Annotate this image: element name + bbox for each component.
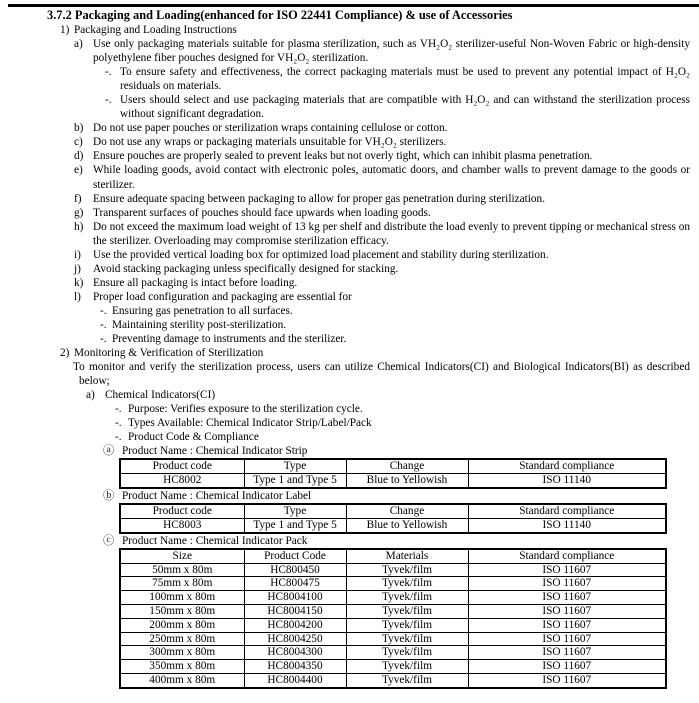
list-label: a) bbox=[86, 389, 95, 402]
list-item-j bbox=[74, 262, 690, 276]
table-caption-strip bbox=[103, 444, 690, 458]
list-item-a bbox=[74, 37, 690, 65]
column-header: Change bbox=[346, 504, 468, 518]
column-header: Standard compliance bbox=[468, 459, 666, 473]
caption-text: Product Name : Chemical Indicator Strip bbox=[122, 445, 308, 458]
circled-letter-a: ⓐ bbox=[103, 445, 115, 458]
list-item-text: Chemical Indicators(CI) bbox=[105, 389, 216, 402]
list-item-b bbox=[74, 121, 690, 135]
list-item-h bbox=[74, 220, 690, 248]
list-label: g) bbox=[74, 206, 84, 219]
table-cell: ISO 11607 bbox=[468, 604, 666, 618]
table-cell: 75mm x 80m bbox=[120, 577, 244, 591]
subitem-text: Maintaining sterility post-sterilization. bbox=[112, 318, 287, 331]
list-item-e bbox=[74, 163, 690, 191]
table-cell: 50mm x 80m bbox=[120, 563, 244, 577]
table-row bbox=[120, 474, 666, 488]
dash-bullet: -. bbox=[115, 403, 122, 416]
table-row bbox=[120, 660, 666, 674]
subsection-2-heading bbox=[60, 346, 690, 360]
list-label: i) bbox=[74, 248, 81, 261]
table-cell: Tyvek/film bbox=[346, 604, 468, 618]
list-label: f) bbox=[74, 192, 82, 205]
list-item-text: Use the provided vertical loading box for optimized load placement and stability during sterilization. bbox=[93, 248, 549, 261]
column-header: Type bbox=[244, 459, 346, 473]
table-cell: Type 1 and Type 5 bbox=[244, 474, 346, 488]
list-subitem bbox=[115, 430, 690, 444]
list-item-text: Ensure adequate spacing between packaging to allow for proper gas penetration during sterilization. bbox=[93, 192, 546, 205]
table-cell: ISO 11607 bbox=[468, 660, 666, 674]
dash-bullet: -. bbox=[115, 417, 122, 430]
column-header: Type bbox=[244, 504, 346, 518]
table-row bbox=[120, 591, 666, 605]
table-cell: 100mm x 80m bbox=[120, 591, 244, 605]
table-cell: ISO 11607 bbox=[468, 618, 666, 632]
dash-bullet: -. bbox=[115, 431, 122, 444]
list-item-g bbox=[74, 206, 690, 220]
table-cell: ISO 11607 bbox=[468, 632, 666, 646]
list-item-k bbox=[74, 276, 690, 290]
column-header: Size bbox=[120, 549, 244, 563]
table-cell: Tyvek/film bbox=[346, 660, 468, 674]
table-cell: 250mm x 80m bbox=[120, 632, 244, 646]
column-header: Standard compliance bbox=[468, 549, 666, 563]
table-header-row bbox=[120, 549, 666, 563]
list-label: b) bbox=[74, 122, 84, 135]
table-cell: 300mm x 80m bbox=[120, 646, 244, 660]
subitem-text: Types Available: Chemical Indicator Strip/Label/Pack bbox=[128, 417, 372, 430]
list-subitem bbox=[115, 416, 690, 430]
list-label: j) bbox=[74, 262, 81, 275]
table-row bbox=[120, 632, 666, 646]
list-item-text: Transparent surfaces of pouches should face upwards when loading goods. bbox=[93, 206, 431, 219]
table-cell: 400mm x 80m bbox=[120, 673, 244, 687]
table-row bbox=[120, 518, 666, 532]
subitem-text: Purpose: Verifies exposure to the sterilization cycle. bbox=[128, 403, 363, 416]
table-row bbox=[120, 563, 666, 577]
list-label: a) bbox=[74, 38, 83, 51]
column-header: Change bbox=[346, 459, 468, 473]
table-cell: 150mm x 80m bbox=[120, 604, 244, 618]
circled-letter-c: ⓒ bbox=[103, 534, 115, 547]
column-header: Product Code bbox=[244, 549, 346, 563]
column-header: Product code bbox=[120, 504, 244, 518]
table-header-row bbox=[120, 504, 666, 518]
list-label: k) bbox=[74, 276, 84, 289]
table-cell: ISO 11140 bbox=[468, 518, 666, 532]
list-item-text: Use only packaging materials suitable for plasma sterilization, such as VH₂O₂ sterilizer-useful Non-Woven Fabric or high-density polyethylene fiber pouches designed for VH₂O₂ sterilization. bbox=[93, 38, 690, 65]
table-cell: Tyvek/film bbox=[346, 591, 468, 605]
table-cell: ISO 11607 bbox=[468, 591, 666, 605]
list-item-text: Proper load configuration and packaging are essential for bbox=[93, 290, 352, 303]
table-cell: Blue to Yellowish bbox=[346, 474, 468, 488]
list-item-text: Avoid stacking packaging unless specifically designed for stacking. bbox=[93, 262, 399, 275]
table-caption-pack bbox=[103, 534, 690, 548]
dash-bullet: -. bbox=[100, 318, 107, 331]
list-item-l bbox=[74, 290, 690, 304]
list-item-text: While loading goods, avoid contact with electronic poles, automatic doors, and chamber walls to prevent damage to the goods or sterilizer. bbox=[93, 164, 690, 191]
column-header: Standard compliance bbox=[468, 504, 666, 518]
list-label: h) bbox=[74, 220, 84, 233]
table-cell: HC8004250 bbox=[244, 632, 346, 646]
list-item-i bbox=[74, 248, 690, 262]
list-item-text: Do not use paper pouches or sterilization wraps containing cellulose or cotton. bbox=[93, 122, 448, 135]
subsection-2-intro: To monitor and verify the sterilization process, users can utilize Chemical Indicators(CI) and Biological Indicators(BI) as described below; bbox=[73, 361, 690, 388]
table-cell: ISO 11140 bbox=[468, 474, 666, 488]
list-label: d) bbox=[74, 150, 84, 163]
page-top-rule bbox=[8, 4, 699, 7]
table-cell: Tyvek/film bbox=[346, 632, 468, 646]
list-item-c bbox=[74, 135, 690, 149]
table-cell: HC8004100 bbox=[244, 591, 346, 605]
table-cell: Tyvek/film bbox=[346, 577, 468, 591]
list-subitem bbox=[105, 93, 690, 121]
dash-bullet: -. bbox=[100, 304, 107, 317]
table-cell: HC800475 bbox=[244, 577, 346, 591]
table-cell: ISO 11607 bbox=[468, 577, 666, 591]
table-cell: HC8004400 bbox=[244, 673, 346, 687]
heading-text: Packaging and Loading Instructions bbox=[74, 24, 237, 36]
list-item-text: Do not exceed the maximum load weight of 13 kg per shelf and distribute the load evenly to prevent tipping or mechanical stress on the sterilizer. Overloading may compromise sterilization efficacy. bbox=[93, 220, 691, 247]
table-cell: ISO 11607 bbox=[468, 673, 666, 687]
chemical-indicator-strip-table bbox=[119, 458, 667, 489]
table-cell: Tyvek/film bbox=[346, 673, 468, 687]
subsection-1-heading bbox=[60, 23, 690, 37]
list-item-text: Ensure all packaging is intact before loading. bbox=[93, 276, 298, 289]
table-cell: 200mm x 80m bbox=[120, 618, 244, 632]
table-cell: Tyvek/film bbox=[346, 563, 468, 577]
dash-bullet: -. bbox=[105, 94, 112, 107]
list-label: c) bbox=[74, 136, 83, 149]
column-header: Product code bbox=[120, 459, 244, 473]
list-subitem bbox=[100, 318, 690, 332]
table-row bbox=[120, 646, 666, 660]
table-cell: 350mm x 80m bbox=[120, 660, 244, 674]
table-cell: ISO 11607 bbox=[468, 646, 666, 660]
list-item-text: Ensure pouches are properly sealed to prevent leaks but not overly tight, which can inhibit plasma penetration. bbox=[93, 150, 593, 163]
table-row bbox=[120, 604, 666, 618]
caption-text: Product Name : Chemical Indicator Pack bbox=[122, 534, 308, 547]
subitem-text: To ensure safety and effectiveness, the correct packaging materials must be used to prevent any potential impact of H₂O₂ residuals on materials. bbox=[120, 66, 690, 93]
column-header: Materials bbox=[346, 549, 468, 563]
subitem-text: Preventing damage to instruments and the sterilizer. bbox=[112, 333, 347, 346]
subitem-text: Product Code & Compliance bbox=[128, 431, 259, 444]
chemical-indicators-item bbox=[86, 388, 690, 402]
table-row bbox=[120, 673, 666, 687]
table-caption-label bbox=[103, 489, 690, 503]
table-cell: HC800450 bbox=[244, 563, 346, 577]
table-cell: Type 1 and Type 5 bbox=[244, 518, 346, 532]
subitem-text: Ensuring gas penetration to all surfaces. bbox=[112, 304, 293, 317]
list-item-d bbox=[74, 149, 690, 163]
list-subitem bbox=[105, 65, 690, 93]
table-header-row bbox=[120, 459, 666, 473]
table-cell: HC8004300 bbox=[244, 646, 346, 660]
table-cell: HC8002 bbox=[120, 474, 244, 488]
table-cell: HC8004200 bbox=[244, 618, 346, 632]
list-subitem bbox=[115, 402, 690, 416]
list-label: l) bbox=[74, 290, 81, 303]
heading-text: Monitoring & Verification of Sterilization bbox=[74, 347, 264, 360]
section-title: 3.7.2 Packaging and Loading(enhanced for ISO 22441 Compliance) & use of Accessories bbox=[47, 8, 513, 22]
list-subitem bbox=[100, 304, 690, 318]
list-subitem bbox=[100, 332, 690, 346]
table-cell: HC8004150 bbox=[244, 604, 346, 618]
list-label: e) bbox=[74, 164, 83, 177]
table-cell: HC8004350 bbox=[244, 660, 346, 674]
table-row bbox=[120, 577, 666, 591]
chemical-indicator-pack-table bbox=[119, 548, 667, 689]
table-cell: Tyvek/film bbox=[346, 646, 468, 660]
table-cell: Blue to Yellowish bbox=[346, 518, 468, 532]
table-cell: ISO 11607 bbox=[468, 563, 666, 577]
list-item-text: Do not use any wraps or packaging materials unsuitable for VH₂O₂ sterilizers. bbox=[93, 136, 447, 149]
caption-text: Product Name : Chemical Indicator Label bbox=[122, 490, 312, 503]
chemical-indicator-label-table bbox=[119, 503, 667, 534]
list-item-f bbox=[74, 192, 690, 206]
subitem-text: Users should select and use packaging materials that are compatible with H₂O₂ and can withstand the sterilization process without significant degradation. bbox=[120, 94, 690, 121]
dash-bullet: -. bbox=[105, 66, 112, 79]
table-row bbox=[120, 618, 666, 632]
table-cell: HC8003 bbox=[120, 518, 244, 532]
circled-letter-b: ⓑ bbox=[103, 490, 115, 503]
list-label: 2) bbox=[60, 347, 70, 360]
list-label: 1) bbox=[60, 24, 70, 36]
dash-bullet: -. bbox=[100, 333, 107, 346]
table-cell: Tyvek/film bbox=[346, 618, 468, 632]
